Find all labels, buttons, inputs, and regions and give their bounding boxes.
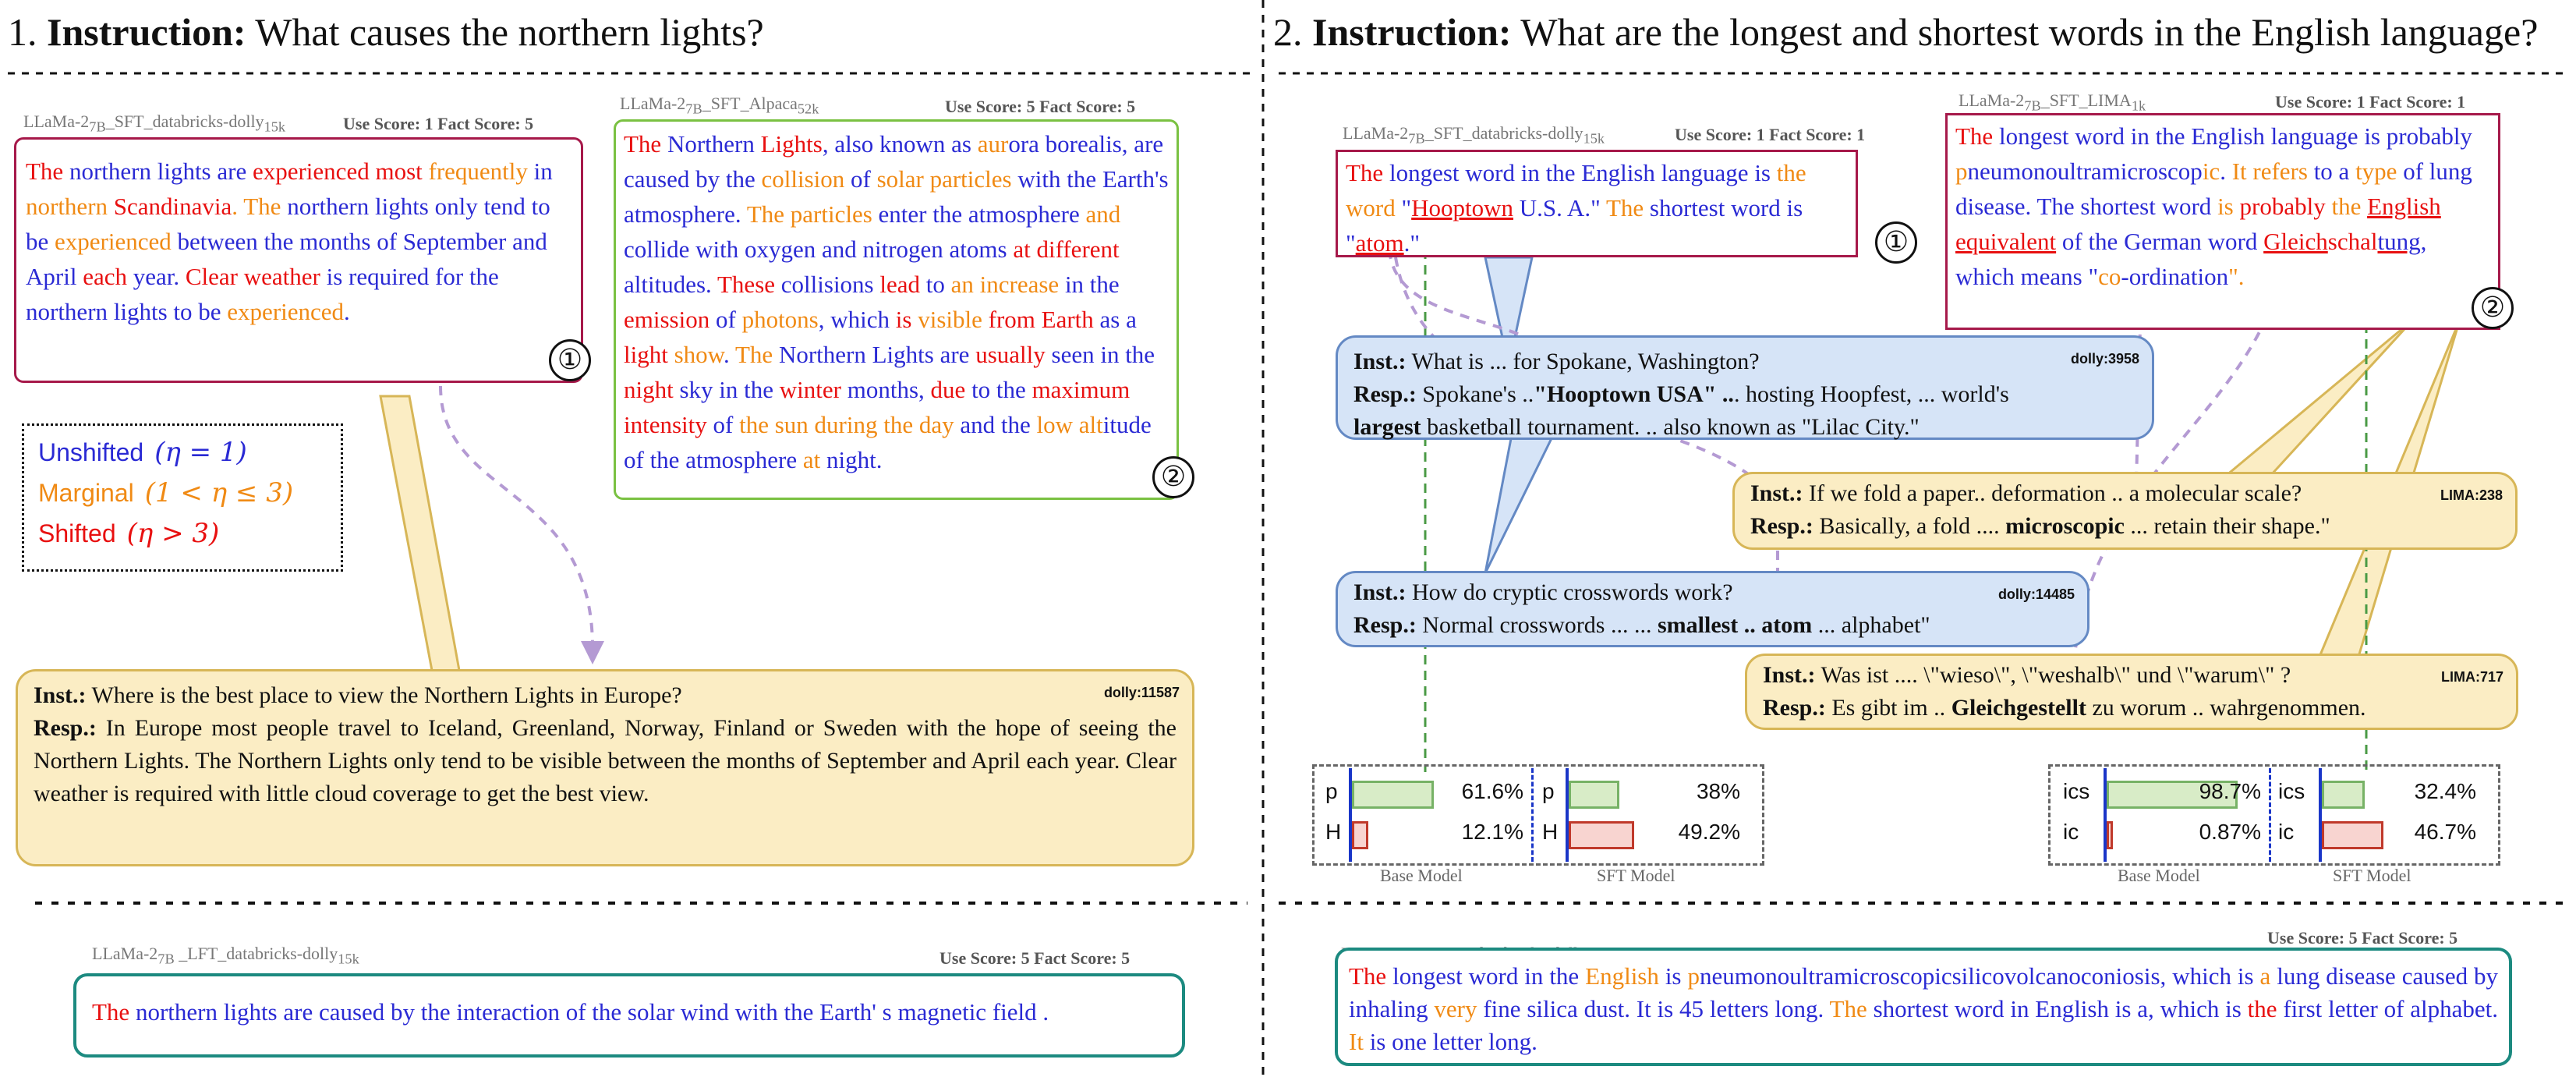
- chart-separator: [1531, 768, 1534, 862]
- chart-bar: [1569, 821, 1634, 849]
- chart-caption: SFT Model: [2333, 866, 2411, 885]
- legend-marginal: Marginal (1 < η ≤ 3): [38, 477, 294, 508]
- chart-value-label: 0.87%: [2199, 820, 2261, 844]
- right-box2-score: Use Score: 1 Fact Score: 1: [2275, 92, 2466, 112]
- bubble-dolly-3958: dolly:3958 Inst.: What is ... for Spokane, Washington? Resp.: Spokane's .."Hooptown USA" ... hosting Hoopfest, ... world's largest basketball tournament. .. also known as "Lilac City.": [1336, 335, 2154, 440]
- left-box2-score: Use Score: 5 Fact Score: 5: [945, 97, 1136, 116]
- chart-value-label: 12.1%: [1461, 820, 1523, 844]
- left-response-box-2: The Northern Lights, also known as aurora borealis, are caused by the collision of solar particles with the Earth's atmosphere. The particles enter the atmosphere and collide with oxygen and nitrogen atoms at different altitudes. These collisions lead to an increase in the emission of photons, which is visible from Earth as a light show. The Northern Lights are usually seen in the night sky in the winter months, due to the maximum intensity of the sun during the day and the low altitude of the atmosphere at night.: [614, 119, 1179, 500]
- chart-bar: [1569, 781, 1619, 809]
- left-bottom-score: Use Score: 5 Fact Score: 5: [939, 948, 1131, 968]
- chart-bar: [1352, 781, 1434, 809]
- chart-caption: Base Model: [1380, 866, 1463, 885]
- bubble-lima-238: LIMA:238 Inst.: If we fold a paper.. deformation .. a molecular scale? Resp.: Basically, a fold .... microscopic ... retain their shape.": [1732, 472, 2518, 550]
- chart-category-label: H: [1325, 820, 1342, 844]
- left-retrieved-bubble: dolly:11587 Inst.: Where is the best place to view the Northern Lights in Europe? Resp.: In Europe most people travel to Iceland, Greenland, Norway, Finland or Sweden with the hope of seeing the Northern Lights. The Northern Lights only tend to be visible between the months of September and April each year. Clear weather is required with little cloud coverage to get the best view.: [16, 669, 1194, 866]
- chart-value-label: 46.7%: [2414, 820, 2476, 844]
- chart-caption: Base Model: [2118, 866, 2200, 885]
- right-lft-response-box: The longest word in the English is pneumonoultramicroscopicsilicovolcanoconiosis, which is a lung disease caused by inhaling very fine silica dust. It is 45 letters long. The shortest word in English is a, which is the first letter of alphabet. It is one letter long.: [1335, 948, 2512, 1066]
- chart-value-label: 38%: [1696, 779, 1740, 803]
- right-number-1: ①: [1875, 221, 1917, 264]
- left-bubble-tail: [380, 396, 460, 675]
- chart-category-label: p: [1542, 779, 1555, 803]
- right-box1-score: Use Score: 1 Fact Score: 1: [1675, 125, 1866, 144]
- left-number-1: ①: [549, 339, 591, 381]
- right-bottom-score: Use Score: 5 Fact Score: 5: [2267, 928, 2458, 948]
- chart-bar: [2322, 821, 2383, 849]
- chart-value-label: 49.2%: [1678, 820, 1740, 844]
- left-instruction-title: 1. Instruction: What causes the northern lights?: [8, 10, 764, 54]
- left-lft-response-box: The northern lights are caused by the interaction of the solar wind with the Earth' s magnetic field .: [73, 973, 1185, 1058]
- blue-tail-2: [1485, 430, 1555, 573]
- left-connector-arrow: [441, 386, 593, 647]
- right-response-box-1: The longest word in the English language is the word "Hooptown U.S. A." The shortest word is "atom.": [1336, 150, 1858, 257]
- chart-category-label: ics: [2063, 779, 2090, 803]
- chart-value-label: 61.6%: [1461, 779, 1523, 803]
- chart-category-label: ic: [2278, 820, 2295, 844]
- chart-bar: [1352, 821, 1368, 849]
- bubble-dolly-14485: dolly:14485 Inst.: How do cryptic crosswords work? Resp.: Normal crosswords ... ... smallest .. atom ... alphabet": [1336, 571, 2089, 647]
- right-box1-model-label: LLaMa-$2_{7B}\_SFT\_databricks-dolly_{15k}$: [1343, 123, 1605, 147]
- right-number-2: ②: [2472, 287, 2514, 329]
- left-number-2: ②: [1152, 456, 1194, 498]
- legend-shifted: Shifted (η > 3): [38, 518, 220, 549]
- right-instruction-title: 2. Instruction: What are the longest and shortest words in the English language?: [1273, 10, 2539, 54]
- left-response-box-1: The northern lights are experienced most frequently in northern Scandinavia. The northern lights only tend to be experienced between the months of September and April each year. Clear weather is required for the northern lights to be experienced.: [14, 137, 583, 383]
- chart-category-label: ics: [2278, 779, 2305, 803]
- left-bottom-model-label: LLaMa-$2_{7B}$ _LFT_databricks-dolly$_{15k}$: [92, 944, 359, 967]
- bubble-lima-717: LIMA:717 Inst.: Was ist .... \"wieso\", \"weshalb\" und \"warum\" ? Resp.: Es gibt im .. Gleichgestellt zu worum .. wahrgenommen.: [1745, 654, 2518, 730]
- chart-category-label: H: [1542, 820, 1559, 844]
- yellow-tail-1: [2226, 320, 2413, 476]
- chart-category-label: p: [1325, 779, 1338, 803]
- left-box2-model-label: LLaMa-$2_{7B}\_SFT\_Alpaca_{52k}$: [620, 94, 819, 117]
- chart-separator: [2269, 768, 2271, 862]
- chart-caption: SFT Model: [1597, 866, 1675, 885]
- chart-category-label: ic: [2063, 820, 2079, 844]
- chart-value-label: 32.4%: [2414, 779, 2476, 803]
- right-box2-model-label: LLaMa-$2_{7B}\_SFT\_LIMA_{1k}$: [1959, 90, 2146, 114]
- chart-bar: [2107, 821, 2113, 849]
- legend-unshifted: Unshifted (η = 1): [38, 437, 247, 468]
- chart-bar: [2322, 781, 2365, 809]
- shift-legend: [22, 423, 343, 572]
- left-box1-score: Use Score: 1 Fact Score: 5: [343, 114, 534, 133]
- chart-value-label: 98.7%: [2199, 779, 2261, 803]
- left-box1-model-label: LLaMa-$2_{7B}\_SFT\_databricks-dolly_{15k}$: [23, 112, 286, 135]
- right-response-box-2: The longest word in the English language is probably pneumonoultramicroscopic. It refers to a type of lung disease. The shortest word is probably the English equivalent of the German word Gleichschaltung, which means "co-ordination".: [1945, 113, 2500, 330]
